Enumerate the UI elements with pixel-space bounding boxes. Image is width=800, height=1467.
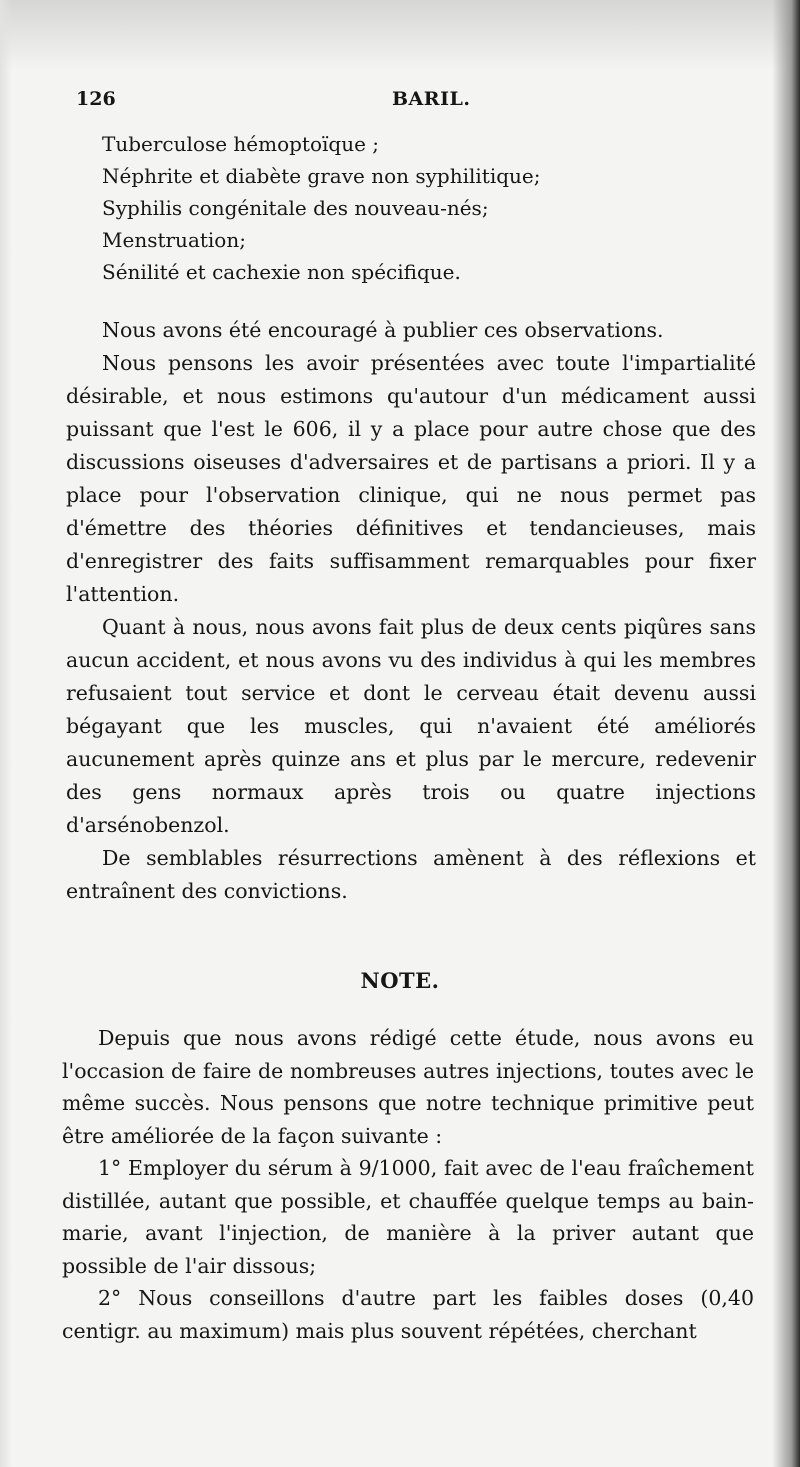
paragraph: Nous pensons les avoir présentées avec toute l'impartialité désirable, et nous estimons qu'autour d'un médicament aussi puissant que l'est le 606, il y a place pour autre chose que des discussions oiseuses d'adversaires et de partisans a priori. Il y a place pour l'observation clinique, qui ne nous permet pas d'émettre des théories définitives et tendancieuses, mais d'enregistrer des faits suffisamment remarquables pour fixer l'attention. — [66, 351, 756, 606]
list-item: Menstruation; — [102, 228, 246, 252]
running-head: BARIL. — [392, 88, 471, 110]
page-number: 126 — [76, 88, 116, 110]
paragraph: Quant à nous, nous avons fait plus de deux cents piqûres sans aucun accident, et nous avons vu des individus à qui les membres refusaient tout service et dont le cerveau était devenu aussi bégayant que les muscles, qui n'avaient été améliorés aucunement après quinze ans et plus par le mercure, redevenir des gens normaux après trois ou quatre injections d'arsénobenzol. — [66, 615, 756, 837]
main-text — [66, 314, 756, 908]
list-item: Tuberculose hémoptoïque ; — [102, 132, 380, 156]
list-item: Sénilité et cachexie non spécifique. — [102, 260, 461, 284]
note-paragraph: 2° Nous conseillons d'autre part les faibles doses (0,40 centigr. au maximum) mais plus souvent répétées, cherchant — [62, 1286, 754, 1343]
page-header — [76, 88, 756, 116]
list-item: Néphrite et diabète grave non syphilitique; — [102, 164, 541, 188]
list-item: Syphilis congénitale des nouveau-nés; — [102, 196, 489, 220]
scan-shadow-top — [0, 0, 800, 70]
contraindication-list — [102, 128, 722, 288]
scan-shadow-left — [0, 0, 12, 1467]
paragraph: De semblables résurrections amènent à des réflexions et entraînent des convictions. — [66, 846, 756, 903]
note-text — [62, 1022, 754, 1347]
paragraph: Nous avons été encouragé à publier ces observations. — [102, 318, 664, 342]
note-paragraph: 1° Employer du sérum à 9/1000, fait avec de l'eau fraîchement distillée, autant que possible, et chauffée quelque temps au bain-marie, avant l'injection, de manière à la priver autant que possible de l'air dissous; — [62, 1156, 754, 1278]
note-paragraph: Depuis que nous avons rédigé cette étude, nous avons eu l'occasion de faire de nombreuses autres injections, toutes avec le même succès. Nous pensons que notre technique primitive peut être améliorée de la façon suivante : — [62, 1026, 754, 1148]
note-heading: NOTE. — [360, 968, 440, 993]
scan-binding-edge — [772, 0, 800, 1467]
